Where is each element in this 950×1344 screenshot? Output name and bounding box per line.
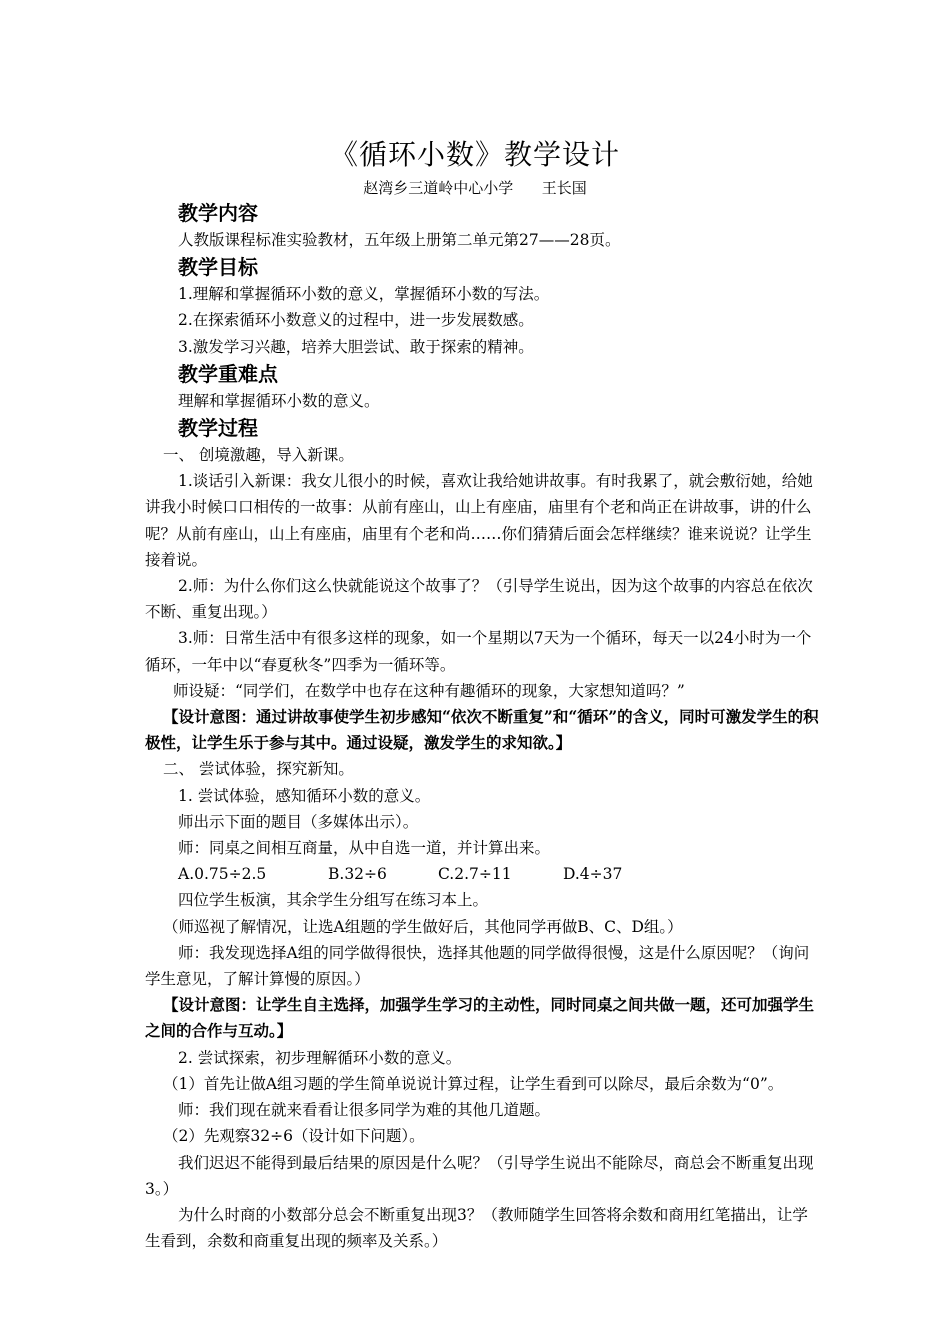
paragraph: 四位学生板演，其余学生分组写在练习本上。 xyxy=(178,891,489,910)
sub-step: 1. 尝试体验，感知循环小数的意义。 xyxy=(178,786,431,805)
heading-teaching-content: 教学内容 xyxy=(178,201,258,225)
goal-item: 3.激发学习兴趣，培养大胆尝试、敢于探索的精神。 xyxy=(178,337,534,356)
choice-b: B.32÷6 xyxy=(328,865,387,884)
paragraph: （师巡视了解情况，让选A组题的学生做好后，其他同学再做B、C、D组。） xyxy=(163,917,683,936)
choice-a: A.0.75÷2.5 xyxy=(178,865,267,884)
author-byline: 赵湾乡三道岭中心小学 王长国 xyxy=(363,179,587,197)
step-title: 一、 创境激趣，导入新课。 xyxy=(163,446,354,465)
design-intent-note: 【设计意图：通过讲故事使学生初步感知“依次不断重复”和“循环”的含义，同时可激发学生的积极性，让学生乐于参与其中。通过设疑，激发学生的求知欲。】 xyxy=(145,707,819,753)
teaching-content-text: 人教版课程标准实验教材，五年级上册第二单元第27——28页。 xyxy=(178,231,621,249)
goal-item: 1.理解和掌握循环小数的意义，掌握循环小数的写法。 xyxy=(178,285,550,304)
heading-teaching-goals: 教学目标 xyxy=(178,255,258,280)
sub-step: 2. 尝试探索，初步理解循环小数的意义。 xyxy=(178,1048,462,1067)
paragraph: 师：同桌之间相互商量，从中自选一道，并计算出来。 xyxy=(178,839,551,858)
paragraph: 师出示下面的题目（多媒体出示）。 xyxy=(178,812,419,831)
paragraph: 为什么时商的小数部分总会不断重复出现3？（教师随学生回答将余数和商用红笔描出，让学生看到，余数和商重复出现的频率及关系。） xyxy=(145,1205,808,1251)
paragraph: 2.师：为什么你们这么快就能说这个故事了？（引导学生说出，因为这个故事的内容总在依次不断、重复出现。） xyxy=(145,577,813,622)
paragraph: 1.谈话引入新课：我女儿很小的时候，喜欢让我给她讲故事。有时我累了，就会敷衍她，给她讲我小时候口口相传的一故事：从前有座山，山上有座庙，庙里有个老和尚正在讲故事，讲的什么呢？从前有座山，山上有座庙，庙里有个老和尚……你们猜猜后面会怎样继续？谁来说说？让学生接着说。 xyxy=(145,472,813,569)
document-body xyxy=(145,199,820,1254)
choice-c: C.2.7÷11 xyxy=(438,865,512,884)
paragraph: 师：我们现在就来看看让很多同学为难的其他几道题。 xyxy=(178,1101,551,1120)
paragraph: 我们迟迟不能得到最后结果的原因是什么呢？（引导学生说出不能除尽，商总会不断重复出现3。） xyxy=(145,1153,814,1198)
paragraph: （1）首先让做A组习题的学生简单说说计算过程，让学生看到可以除尽，最后余数为“0”。 xyxy=(163,1074,784,1093)
step-title: 二、 尝试体验，探究新知。 xyxy=(163,760,354,779)
document-title: 《循环小数》教学设计 xyxy=(329,138,620,171)
heading-teaching-process: 教学过程 xyxy=(178,416,258,441)
paragraph: （2）先观察32÷6（设计如下问题）。 xyxy=(163,1127,425,1146)
paragraph: 3.师：日常生活中有很多这样的现象，如一个星期以7天为一个循环，每天一以24小时为一个循环，一年中以“春夏秋冬”四季为一循环等。 xyxy=(145,629,812,674)
design-intent-note: 【设计意图：让学生自主选择，加强学生学习的主动性，同时同桌之间共做一题，还可加强学生之间的合作与互动。】 xyxy=(145,995,815,1041)
goal-item: 2.在探索循环小数意义的过程中，进一步发展数感。 xyxy=(178,311,534,330)
paragraph: 师：我发现选择A组的同学做得很快，选择其他题的同学做得很慢，这是什么原因呢？（询问学生意见，了解计算慢的原因。） xyxy=(145,943,810,989)
heading-key-points: 教学重难点 xyxy=(178,361,278,386)
exercise-choices xyxy=(145,861,820,887)
key-points-text: 理解和掌握循环小数的意义。 xyxy=(178,391,380,410)
choice-d: D.4÷37 xyxy=(563,865,623,884)
paragraph: 师设疑：“同学们，在数学中也存在这种有趣循环的现象，大家想知道吗？” xyxy=(173,681,685,700)
